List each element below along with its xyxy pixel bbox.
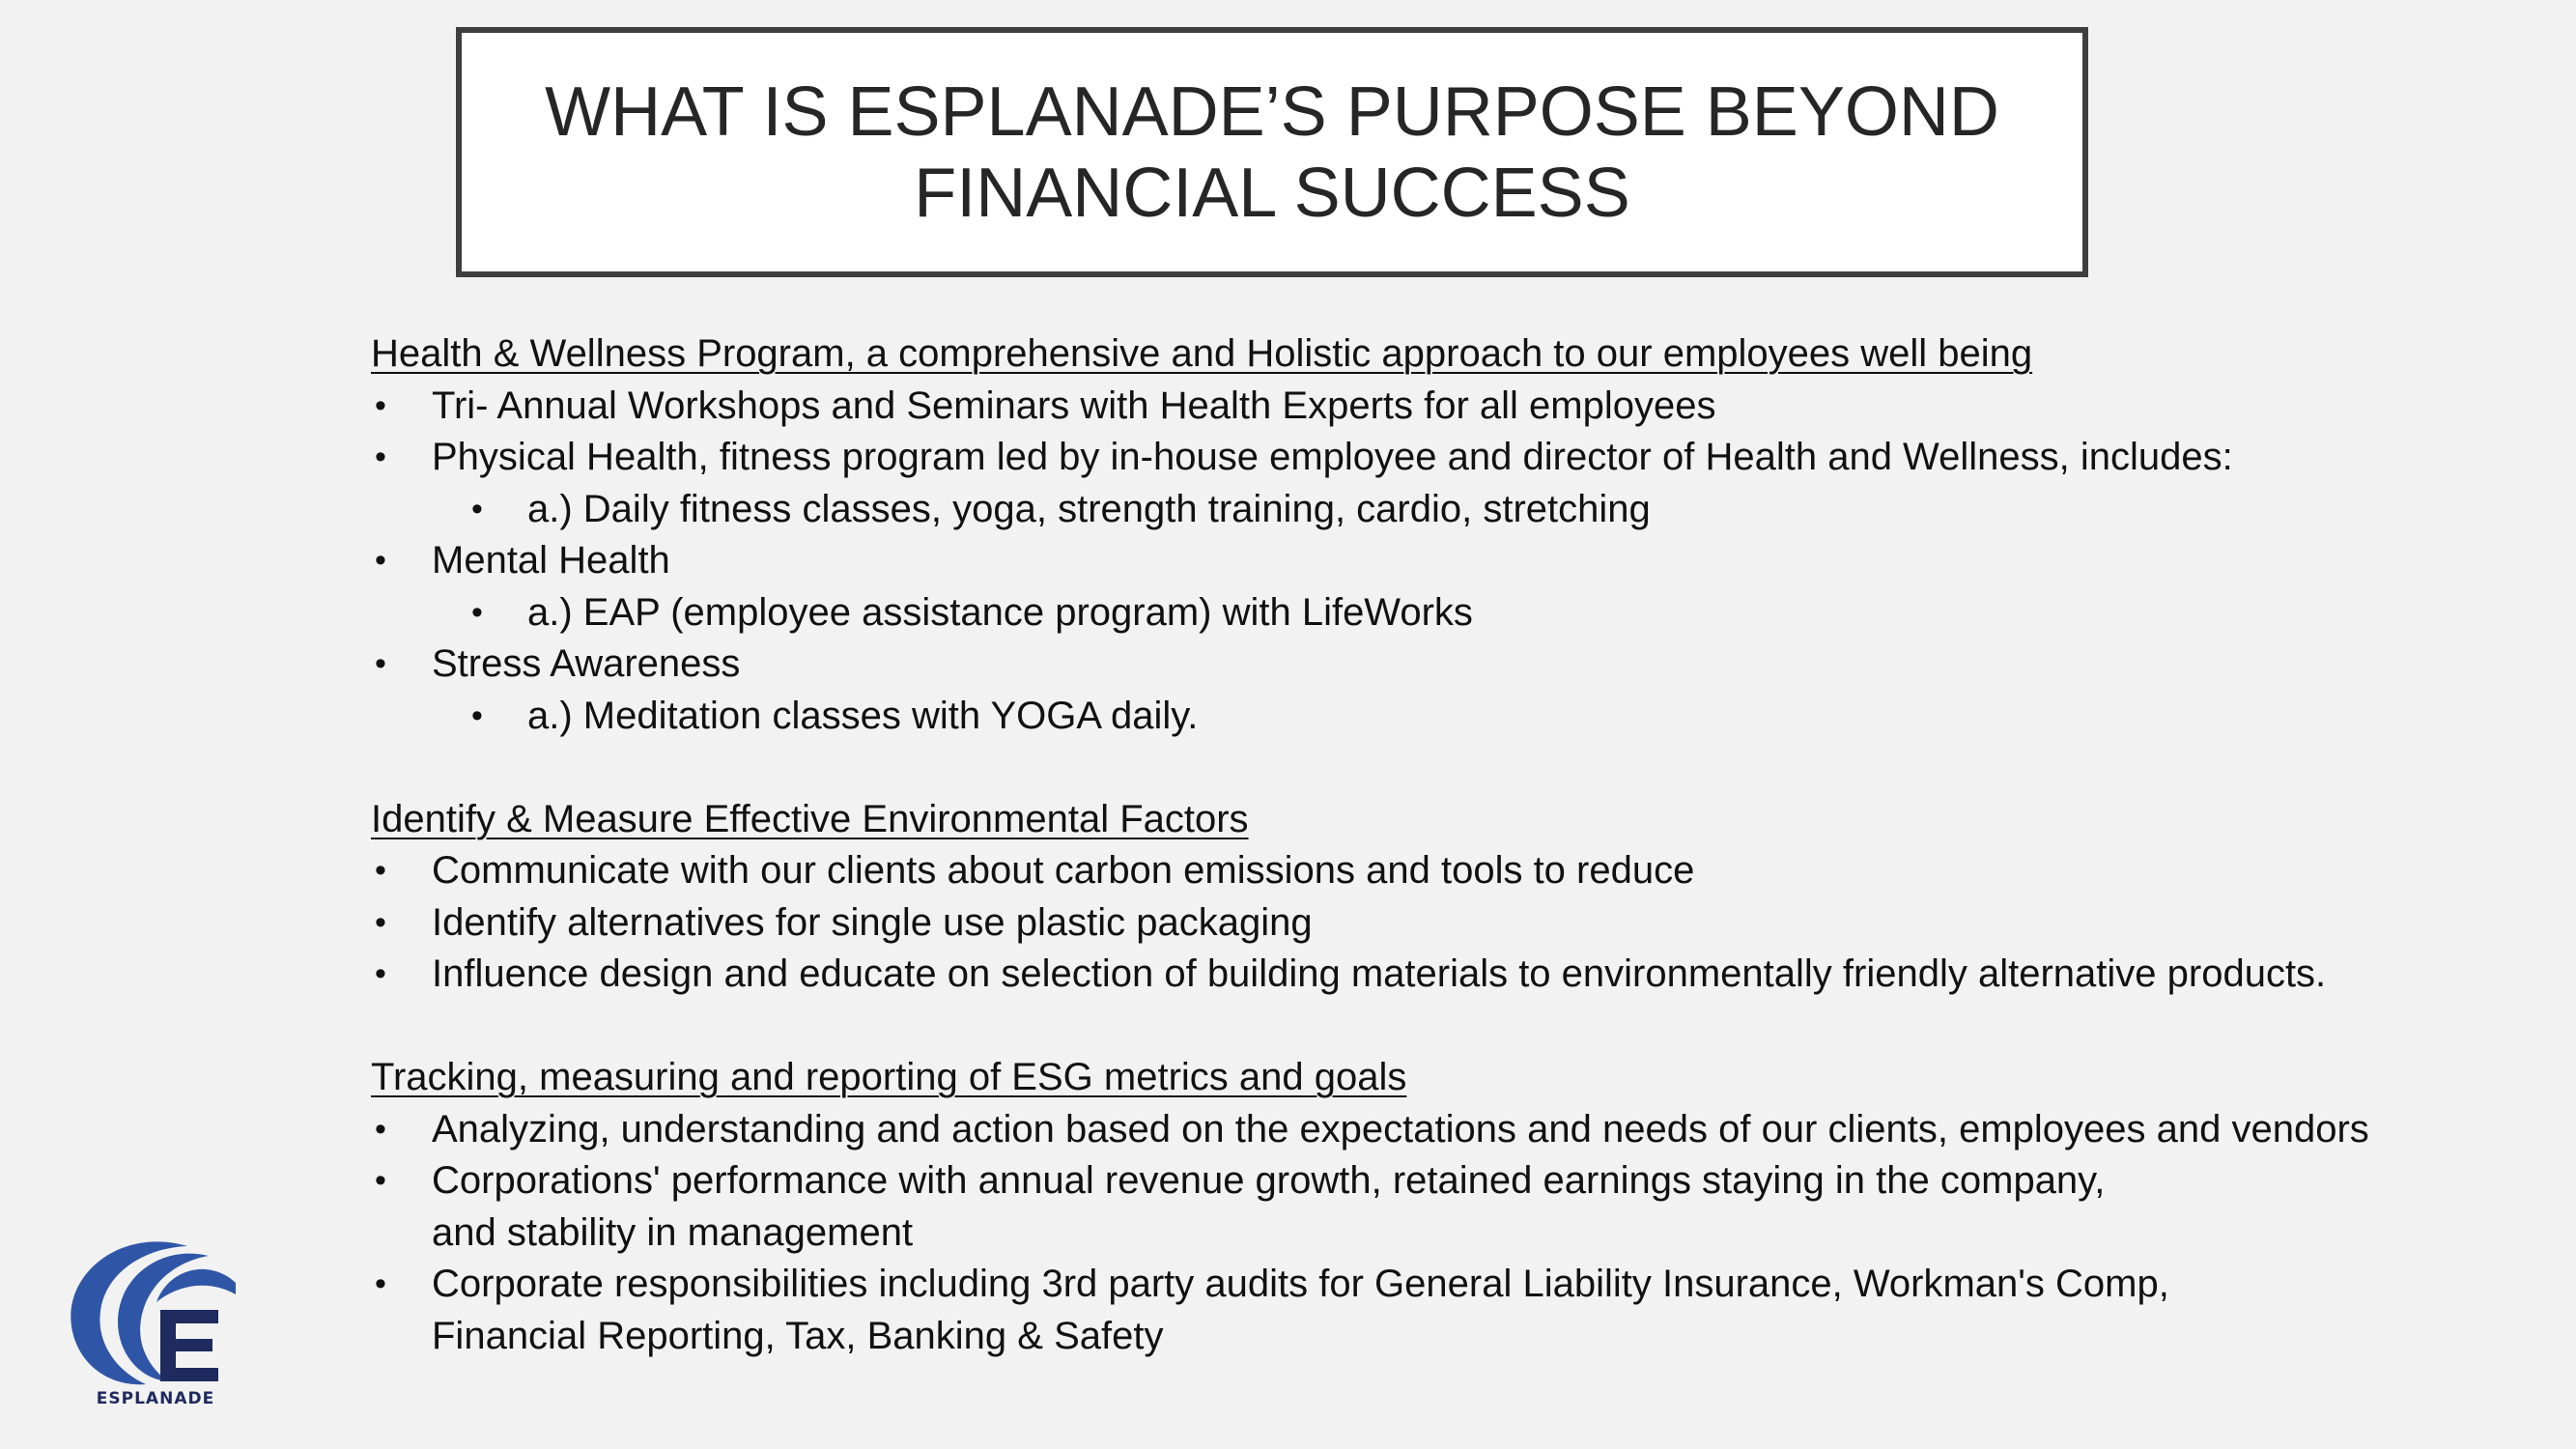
- sub-bullet-item: • a.) Daily fitness classes, yoga, strength training, cardio, stretching: [371, 484, 2477, 536]
- bullet-item: • Communicate with our clients about carbon emissions and tools to reduce: [371, 845, 2477, 897]
- bullet-item: • Stress Awareness: [371, 639, 2477, 691]
- bullet-continuation: Financial Reporting, Tax, Banking & Safety: [432, 1314, 1164, 1357]
- logo-wordmark: ESPLANADE: [96, 1389, 215, 1408]
- bullet-item: • Mental Health: [371, 535, 2477, 587]
- bullet-item: • Analyzing, understanding and action based on the expectations and needs of our clients, employees and vendors: [371, 1104, 2477, 1156]
- bullet-item: • Identify alternatives for single use plastic packaging: [371, 897, 2477, 950]
- section-heading-esg: Tracking, measuring and reporting of ESG metrics and goals: [371, 1056, 1407, 1098]
- title-line-1: WHAT IS ESPLANADE’S PURPOSE BEYOND: [545, 72, 1999, 151]
- section-spacer: [371, 1001, 2477, 1053]
- section-spacer: [371, 742, 2477, 794]
- title-line-2: FINANCIAL SUCCESS: [914, 154, 1630, 232]
- logo-mark-icon: [64, 1235, 247, 1389]
- section-heading-environment: Identify & Measure Effective Environmental Factors: [371, 797, 1249, 840]
- content-body: [371, 328, 2477, 1362]
- bullet-continuation: and stability in management: [432, 1210, 914, 1254]
- title-box: [456, 27, 2088, 277]
- section-heading-health: Health & Wellness Program, a comprehensive and Holistic approach to our employees well being: [371, 332, 2033, 375]
- bullet-item: • Tri- Annual Workshops and Seminars with Health Experts for all employees: [371, 381, 2477, 433]
- esplanade-logo: [64, 1235, 247, 1418]
- bullet-item: • Corporations' performance with annual revenue growth, retained earnings staying in the company,: [371, 1155, 2477, 1208]
- bullet-item: • Physical Health, fitness program led by in-house employee and director of Health and Wellness, includes:: [371, 432, 2477, 484]
- bullet-item: • Corporate responsibilities including 3rd party audits for General Liability Insurance, Workman's Comp,: [371, 1259, 2477, 1311]
- sub-bullet-item: • a.) EAP (employee assistance program) with LifeWorks: [371, 587, 2477, 639]
- bullet-item: • Influence design and educate on selection of building materials to environmentally friendly alternative products.: [371, 949, 2477, 1001]
- sub-bullet-item: • a.) Meditation classes with YOGA daily.: [371, 691, 2477, 743]
